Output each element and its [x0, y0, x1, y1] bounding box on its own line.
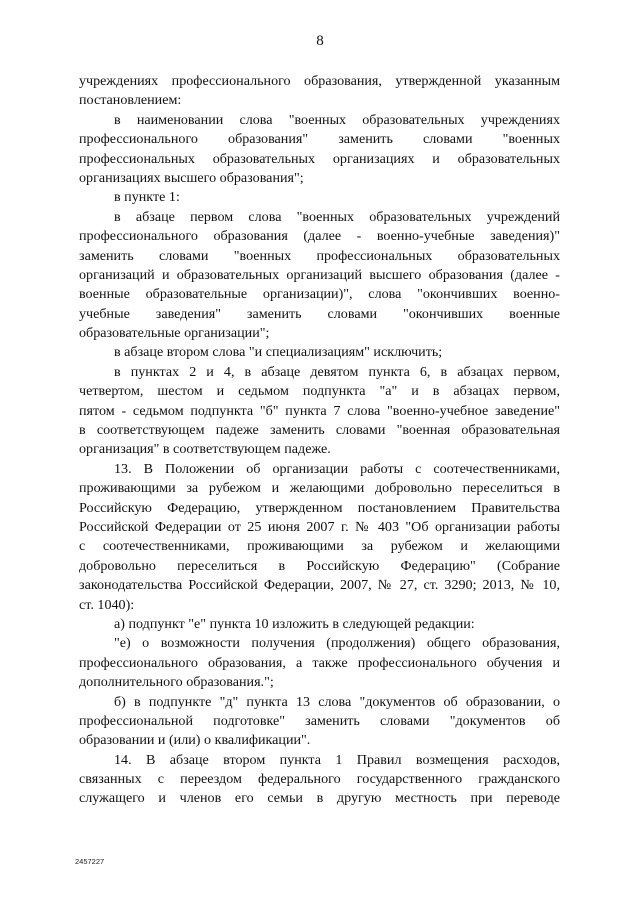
text-line: профессионального образования, а также профессионального обучения и: [79, 654, 560, 671]
text-line: профессионального образования" заменить словами "военных: [79, 131, 560, 148]
text-line: образовательные организации";: [79, 325, 270, 342]
text-line: б) в подпункте "д" пункта 13 слова "документов об образовании, о: [114, 693, 560, 710]
text-line: а) подпункт "е" пункта 10 изложить в следующей редакции:: [114, 615, 475, 632]
text-line: Российской Федерации от 25 июня 2007 г. № 403 "Об организации работы: [79, 518, 560, 535]
text-line: учреждениях профессионального образования, утвержденной указанным: [79, 73, 560, 89]
text-line: в пункте 1:: [114, 189, 180, 206]
text-line: образовании и (или) о квалификации".: [79, 732, 311, 749]
text-line: с соотечественниками, проживающими за рубежом и желающими: [79, 538, 560, 555]
text-line: организациях высшего образования";: [79, 169, 304, 186]
text-line: законодательства Российской Федерации, 2007, № 27, ст. 3290; 2013, № 10,: [79, 577, 560, 594]
text-line: добровольно переселиться в Российскую Федерацию" (Собрание: [79, 557, 560, 574]
text-line: профессионального образования (далее - военно-учебные заведения)": [79, 228, 560, 245]
text-line: проживающими за рубежом и желающими добровольно переселиться в: [79, 480, 560, 497]
text-line: связанных с переездом федерального государственного гражданского: [79, 771, 560, 788]
text-line: постановлением:: [79, 92, 182, 109]
text-line: военные образовательные организации)", слова "окончивших военно-: [79, 286, 560, 303]
text-line: профессиональной подготовке" заменить словами "документов об: [79, 712, 560, 729]
text-line: заменить словами "военных профессиональных образовательных: [79, 247, 560, 264]
page-number: 8: [316, 33, 324, 49]
text-line: в наименовании слова "военных образовательных учреждениях: [114, 111, 560, 128]
text-line: учебные заведения" заменить словами "окончивших военные: [79, 305, 560, 322]
text-line: в пунктах 2 и 4, в абзаце девятом пункта 6, в абзацах первом,: [114, 363, 560, 380]
document-body: [79, 72, 560, 809]
text-line: дополнительного образования.";: [79, 674, 274, 691]
text-line: организаций и образовательных организаций высшего образования (далее -: [79, 266, 560, 283]
text-line: пятом - седьмом подпункта "б" пункта 7 слова "военно-учебное заведение": [79, 402, 560, 419]
text-line: в абзаце первом слова "военных образовательных учреждений: [114, 208, 560, 225]
text-line: четвертом, шестом и седьмом подпункта "а" и в абзацах первом,: [79, 383, 560, 400]
text-line: Российскую Федерацию, утвержденном постановлением Правительства: [79, 499, 560, 516]
text-line: служащего и членов его семьи в другую местность при переводе: [79, 790, 560, 807]
text-line: организация" в соответствующем падеже.: [79, 441, 331, 458]
text-line: в абзаце втором слова "и специализациям" исключить;: [114, 344, 443, 361]
text-line: в соответствующем падеже заменить словами "военная образовательная: [79, 422, 560, 439]
text-line: ст. 1040):: [79, 596, 135, 613]
text-line: профессиональных образовательных организациях и образовательных: [79, 150, 560, 167]
text-line: 13. В Положении об организации работы с соотечественниками,: [114, 460, 560, 477]
text-line: 14. В абзаце втором пункта 1 Правил возмещения расходов,: [114, 751, 560, 768]
document-code: 2457227: [75, 857, 105, 866]
text-line: "е) о возможности получения (продолжения) общего образования,: [114, 635, 560, 652]
